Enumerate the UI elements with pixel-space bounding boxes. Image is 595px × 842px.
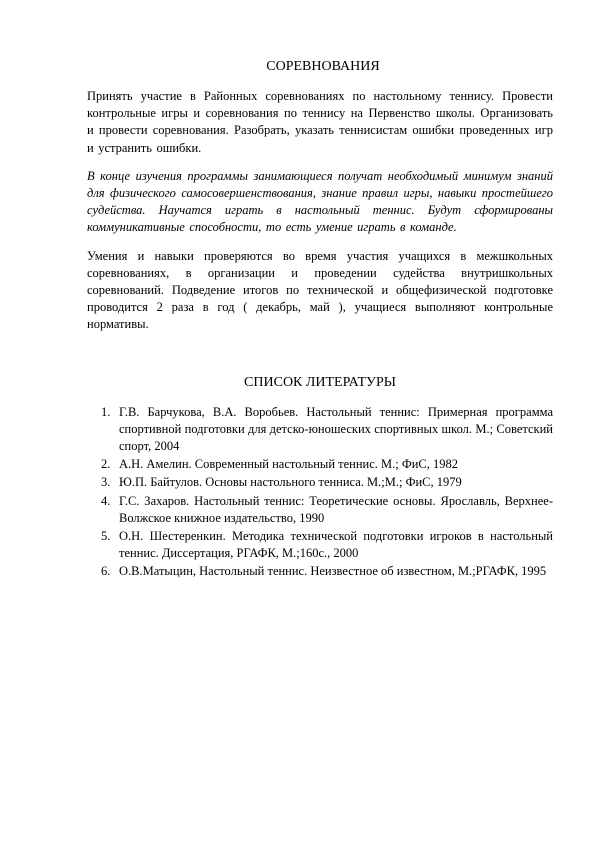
program-outcomes-paragraph: В конце изучения программы занимающиеся получат необходимый минимум знаний для физического самосовершенствования, знание правил игры, навыки простейшего судейства. Научатся играть в настольный теннис. Будут сформированы коммуникативные способности, то есть умение играть в команде. [87,168,553,235]
literature-item-number: 6. [101,564,111,579]
literature-item-text: Г.С. Захаров. Настольный теннис: Теоретические основы. Ярославль, Верхнее-Волжское книжное издательство, 1990 [119,493,553,525]
literature-item-text: О.Н. Шестеренкин. Методика технической подготовки игроков в настольный теннис. Диссертация, РГАФК, М.;160с., 2000 [119,529,553,561]
literature-item [87,456,553,473]
literature-item-text: Г.В. Барчукова, В.А. Воробьев. Настольный теннис: Примерная программа спортивной подготовки для детско-юношеских спортивных школ. М.; Советский спорт, 2004 [119,404,553,454]
literature-item-text: Ю.П. Байтулов. Основы настольного тенниса. М.;М.; ФиС, 1979 [119,475,462,490]
competitions-title: СОРЕВНОВАНИЯ [266,59,380,74]
assessment-paragraph: Умения и навыки проверяются во время участия учащихся в межшкольных соревнованиях, в организации и проведении судейства внутришкольных соревнований. Подведение итогов по технической и общефизической подготовке проводится 2 раза в год ( декабрь, май ), учащиеся выполняют контрольные нормативы. [87,248,553,332]
literature-item [87,474,553,491]
literature-item-number: 4. [101,493,111,508]
literature-item-text: А.Н. Амелин. Современный настольный теннис. М.; ФиС, 1982 [119,457,458,472]
competitions-paragraph-1: Принять участие в Районных соревнованиях по настольному теннису. Провести контрольные игры и соревнования по теннису на Первенство школы. Организовать и провести соревнования. Разобрать, указать теннисистам ошибки проведенных игр и устранить ошибки. [87,89,553,155]
literature-item [87,528,553,562]
literature-title: СПИСОК ЛИТЕРАТУРЫ [244,374,396,390]
literature-item-number: 3. [101,475,111,490]
literature-item-number: 1. [101,404,111,419]
literature-item-number: 5. [101,529,111,544]
literature-item [87,563,553,580]
literature-list [87,404,553,581]
document-page [87,58,553,582]
literature-item-number: 2. [101,457,111,472]
literature-item-text: О.В.Матыцин, Настольный теннис. Неизвестное об известном, М.;РГАФК, 1995 [119,564,547,579]
literature-item [87,493,553,527]
literature-item [87,404,553,456]
